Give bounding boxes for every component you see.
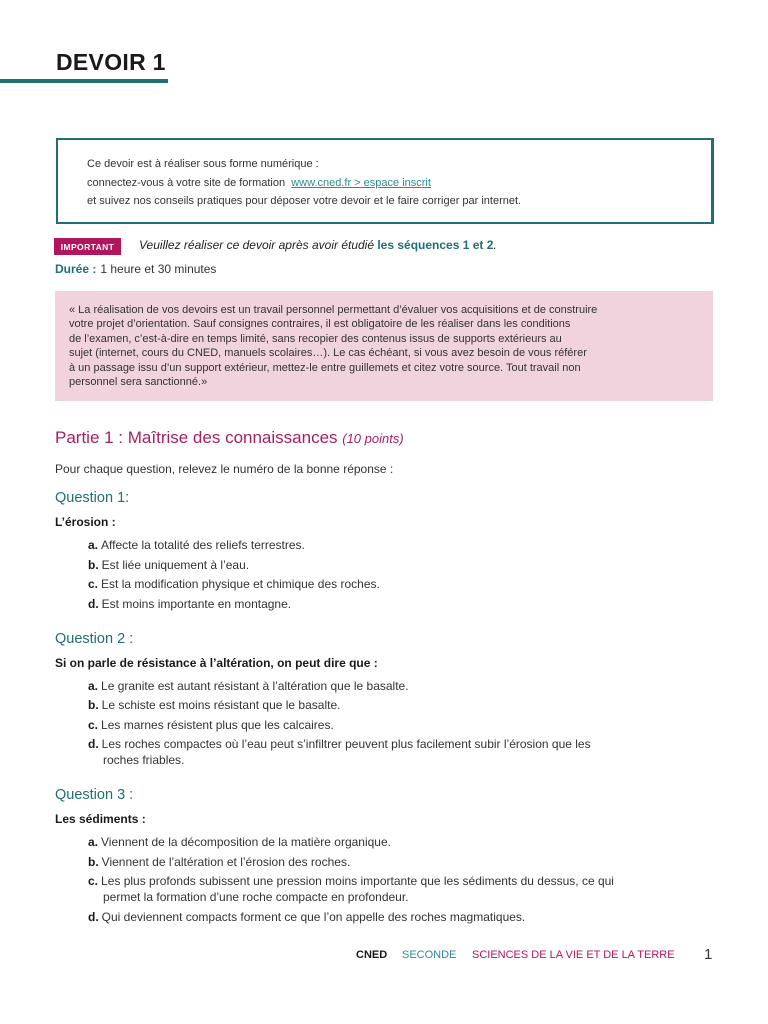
option-text-continued: roches friables.	[103, 753, 185, 767]
answer-option	[88, 737, 591, 751]
instructions: Pour chaque question, relevez le numéro de la bonne réponse :	[55, 462, 394, 476]
option-letter: a.	[88, 835, 99, 849]
option-text: Est liée uniquement à l’eau.	[101, 558, 250, 572]
important-badge: IMPORTANT	[54, 238, 121, 255]
page-title: DEVOIR 1	[56, 49, 166, 75]
part-title	[55, 428, 404, 448]
important-text-main: Veuillez réaliser ce devoir après avoir étudié	[139, 238, 378, 252]
answer-option	[88, 835, 391, 849]
option-letter: a.	[88, 538, 99, 552]
info-line-2-prefix: connectez-vous à votre site de formation	[87, 177, 286, 189]
quote-line: de l’examen, c’est-à-dire en temps limité, sans recopier des contenus issus de supports extérieurs au	[69, 333, 562, 345]
part-title-text: Partie 1 : Maîtrise des connaissances	[55, 428, 343, 447]
answer-option	[88, 538, 305, 552]
info-line-3: et suivez nos conseils pratiques pour déposer votre devoir et le faire corriger par internet.	[87, 195, 522, 207]
option-text: Les roches compactes où l’eau peut s’infiltrer peuvent plus facilement subir l’érosion que les	[101, 737, 591, 751]
option-letter: b.	[88, 855, 99, 869]
cned-link[interactable]: www.cned.fr > espace inscrit	[291, 177, 431, 189]
option-text: Les marnes résistent plus que les calcaires.	[101, 718, 334, 732]
option-letter: d.	[88, 910, 99, 924]
option-text: Le schiste est moins résistant que le basalte.	[101, 698, 341, 712]
duration-value: 1 heure et 30 minutes	[100, 262, 217, 276]
answer-option	[88, 577, 380, 591]
question-subtitle: Si on parle de résistance à l’altération, on peut dire que :	[55, 656, 378, 670]
option-letter: b.	[88, 698, 99, 712]
option-letter: c.	[88, 874, 99, 888]
option-text: Les plus profonds subissent une pression moins importante que les sédiments du dessus, ce qui	[101, 874, 614, 888]
answer-option	[88, 855, 350, 869]
part-points: (10 points)	[342, 431, 404, 446]
footer-level: SECONDE	[402, 949, 457, 961]
duration	[55, 262, 216, 276]
answer-option	[88, 910, 525, 924]
option-text: Viennent de l’altération et l’érosion des roches.	[101, 855, 351, 869]
footer-subject: SCIENCES DE LA VIE ET DE LA TERRE	[472, 949, 675, 961]
important-highlight: les séquences 1 et 2	[377, 238, 494, 252]
title-underline	[0, 79, 168, 83]
option-letter: c.	[88, 577, 99, 591]
quote-line: sujet (internet, cours du CNED, manuels scolaires…). Le cas échéant, si vous avez besoin de vous référer	[69, 347, 587, 359]
info-line-1: Ce devoir est à réaliser sous forme numérique :	[87, 158, 319, 170]
important-text	[139, 238, 497, 252]
question-title: Question 2 :	[55, 631, 134, 647]
option-letter: c.	[88, 718, 99, 732]
answer-option	[88, 597, 291, 611]
question-subtitle: Les sédiments :	[55, 812, 146, 826]
info-line-2	[87, 177, 431, 189]
option-text: Qui deviennent compacts forment ce que l’on appelle des roches magmatiques.	[101, 910, 526, 924]
info-box	[56, 138, 714, 224]
quote-box	[55, 291, 713, 401]
quote-line: personnel sera sanctionné.»	[69, 376, 208, 388]
answer-option	[88, 874, 614, 888]
answer-option	[88, 558, 249, 572]
question-title: Question 3 :	[55, 787, 134, 803]
quote-line: « La réalisation de vos devoirs est un travail personnel permettant d’évaluer vos acquisitions et de construire	[69, 304, 598, 316]
option-text: Le granite est autant résistant à l’altération que le basalte.	[101, 679, 409, 693]
quote-line: votre projet d’orientation. Sauf consignes contraires, il est obligatoire de les réaliser dans les conditions	[69, 318, 571, 330]
answer-option	[88, 698, 340, 712]
option-text: Est la modification physique et chimique des roches.	[101, 577, 380, 591]
option-letter: d.	[88, 597, 99, 611]
footer-cned: CNED	[356, 949, 388, 961]
answer-option	[88, 718, 334, 732]
duration-label: Durée :	[55, 262, 97, 276]
option-letter: b.	[88, 558, 99, 572]
question-title: Question 1:	[55, 490, 130, 506]
quote-line: à un passage issu d’un support extérieur, mettez-le entre guillemets et citez votre source. Tout travail non	[69, 362, 581, 374]
option-letter: a.	[88, 679, 99, 693]
page-number: 1	[704, 946, 713, 963]
option-text: Est moins importante en montagne.	[101, 597, 292, 611]
answer-option	[88, 679, 409, 693]
important-text-end: .	[493, 238, 497, 252]
option-letter: d.	[88, 737, 99, 751]
option-text: Affecte la totalité des reliefs terrestres.	[101, 538, 305, 552]
option-text: Viennent de la décomposition de la matière organique.	[101, 835, 391, 849]
question-subtitle: L’érosion :	[55, 515, 116, 529]
option-text-continued: permet la formation d’une roche compacte en profondeur.	[103, 890, 409, 904]
